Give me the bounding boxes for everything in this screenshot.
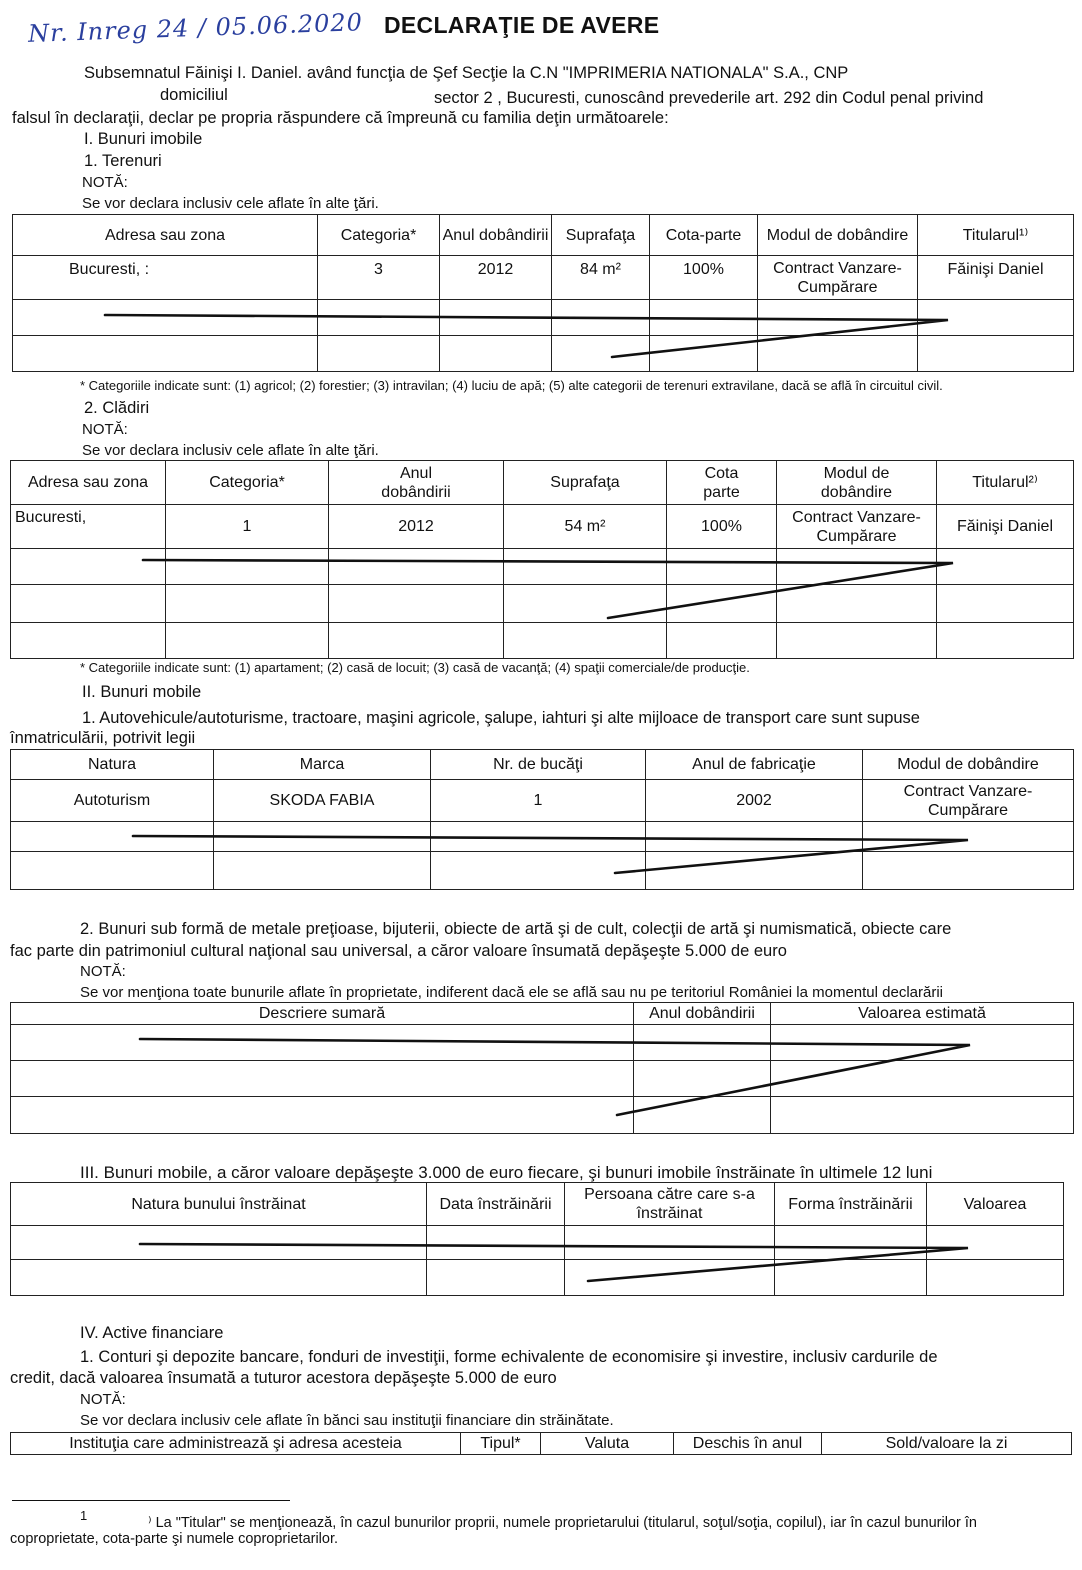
active-nota-label: NOTĂ: [80,1391,126,1408]
header-cell: Titularul²⁾ [937,461,1074,505]
page-title: DECLARAŢIE DE AVERE [384,12,660,38]
table-cell: 1 [431,780,646,822]
footnote-divider [12,1500,290,1501]
pretioase-table [10,1002,1074,1134]
table-cell: 100% [650,256,758,300]
vehicule-heading-line-2: înmatriculării, potrivit legii [10,729,196,747]
table-cell: Făinişi Daniel [918,256,1074,300]
cladiri-nota-label: NOTĂ: [82,421,128,438]
instrainate-table [10,1182,1064,1296]
header-cell: Categoria* [318,215,440,256]
table-cell: 54 m² [504,505,667,549]
intro-line-2a: domiciliul [160,86,228,104]
table-cell: Contract Vanzare-Cumpărare [758,256,918,300]
registration-number-handwritten: Nr. Inreg 24 / 05.06.2020 [27,8,364,48]
header-cell: Cota parte [667,461,777,505]
active-heading-line-2: credit, dacă valoarea însumată a tuturor acestora depăşeşte 5.000 de euro [10,1369,557,1387]
active-nota-text: Se vor declara inclusiv cele aflate în bănci sau instituţii financiare din străinătate. [80,1412,614,1429]
header-cell: Suprafaţa [552,215,650,256]
footnote-line-2: coproprietate, cota-parte şi numele coproprietarilor. [10,1531,339,1547]
vehicule-heading-line-1: 1. Autovehicule/autoturisme, tractoare, maşini agricole, şalupe, iahturi şi alte mijloace de transport care sunt supuse [82,709,920,727]
header-cell: Suprafaţa [504,461,667,505]
table-cell: 2012 [329,505,504,549]
table-cell: 3 [318,256,440,300]
header-cell: Modul de dobândire [758,215,918,256]
table-cell: 100% [667,505,777,549]
pretioase-heading-line-1: 2. Bunuri sub formă de metale preţioase, bijuterii, obiecte de artă şi de cult, colecţii de artă şi numismatică, obiecte care [80,920,952,938]
terenuri-heading: 1. Terenuri [84,152,162,170]
header-cell: Tipul* [461,1433,541,1455]
table-cell: Bucuresti, : [13,256,318,300]
cladiri-nota-text: Se vor declara inclusiv cele aflate în alte ţări. [82,442,379,459]
header-cell: Modul de dobândire [863,750,1074,780]
header-cell: Instituţia care administrează şi adresa acesteia [11,1433,461,1455]
section-3-heading: III. Bunuri mobile, a căror valoare depăşeşte 3.000 de euro fiecare, şi bunuri imobile înstrăinate în ultimele 12 luni [80,1163,933,1182]
terenuri-footnote: * Categoriile indicate sunt: (1) agricol; (2) forestier; (3) intravilan; (4) luciu de apă; (5) alte categorii de terenuri extravilane, dacă se află în circuitul civil. [80,378,943,393]
section-2-heading: II. Bunuri mobile [82,683,202,701]
header-cell: Natura bunului înstrăinat [11,1183,427,1226]
header-cell: Valoarea [927,1183,1064,1226]
table-cell: 2012 [440,256,552,300]
table-cell: Bucuresti, [11,505,166,549]
intro-line-2b: sector 2 , Bucuresti, cunoscând prevederile art. 292 din Codul penal privind [434,89,984,107]
footnote-number: 1 [80,1508,88,1523]
table-cell: Contract Vanzare-Cumpărare [863,780,1074,822]
header-cell: Nr. de bucăţi [431,750,646,780]
header-cell: Adresa sau zona [13,215,318,256]
header-cell: Sold/valoare la zi [822,1433,1072,1455]
table-cell: SKODA FABIA [214,780,431,822]
intro-line-1: Subsemnatul Făinişi I. Daniel. având funcţia de Şef Secţie la C.N "IMPRIMERIA NATIONALA" S.A., CNP [84,64,849,82]
table-cell: Contract Vanzare-Cumpărare [777,505,937,549]
header-cell: Deschis în anul [674,1433,822,1455]
section-4-heading: IV. Active financiare [80,1324,224,1342]
header-cell: Titularul¹⁾ [918,215,1074,256]
table-cell: Făinişi Daniel [937,505,1074,549]
table-cell: Autoturism [11,780,214,822]
header-cell: Valoarea estimată [771,1003,1074,1025]
header-cell: Descriere sumară [11,1003,634,1025]
table-cell: 1 [166,505,329,549]
header-cell: Persoana către care s-a înstrăinat [565,1183,775,1226]
header-cell: Valuta [541,1433,674,1455]
vehicule-table [10,749,1074,890]
cladiri-table [10,460,1074,659]
terenuri-table [12,214,1074,372]
table-cell: 84 m² [552,256,650,300]
header-cell: Anul dobândirii [329,461,504,505]
section-1-heading: I. Bunuri imobile [84,130,203,148]
pretioase-nota-text: Se vor menţiona toate bunurile aflate în proprietate, indiferent dacă ele se află sau nu pe teritoriul României la momentul declarării [80,984,943,1001]
cladiri-footnote: * Categoriile indicate sunt: (1) apartament; (2) casă de locuit; (3) casă de vacanţă; (4) spaţii comerciale/de producţie. [80,660,750,675]
table-cell: 2002 [646,780,863,822]
header-cell: Marca [214,750,431,780]
footnote-line-1: ⁾ La "Titular" se menţionează, în cazul bunurilor proprii, numele proprietarului (titularul, soţul/soţia, copilul), iar în cazul bunurilor în [148,1515,977,1531]
intro-line-3: falsul în declaraţii, declar pe propria răspundere că împreună cu familia deţin următoarele: [12,109,669,127]
header-cell: Data înstrăinării [427,1183,565,1226]
header-cell: Modul de dobândire [777,461,937,505]
cladiri-heading: 2. Clădiri [84,399,150,417]
active-heading-line-1: 1. Conturi şi depozite bancare, fonduri de investiţii, forme echivalente de economisire şi investire, inclusiv cardurile de [80,1348,938,1366]
header-cell: Anul dobândirii [440,215,552,256]
header-cell: Anul de fabricaţie [646,750,863,780]
terenuri-nota-text: Se vor declara inclusiv cele aflate în alte ţări. [82,195,379,212]
pretioase-nota-label: NOTĂ: [80,963,126,980]
header-cell: Adresa sau zona [11,461,166,505]
active-financiare-table [10,1432,1072,1455]
header-cell: Anul dobândirii [634,1003,771,1025]
header-cell: Cota-parte [650,215,758,256]
header-cell: Natura [11,750,214,780]
header-cell: Categoria* [166,461,329,505]
terenuri-nota-label: NOTĂ: [82,174,128,191]
pretioase-heading-line-2: fac parte din patrimoniul cultural naţional sau universal, a căror valoare însumată depăşeşte 5.000 de euro [10,942,787,960]
header-cell: Forma înstrăinării [775,1183,927,1226]
